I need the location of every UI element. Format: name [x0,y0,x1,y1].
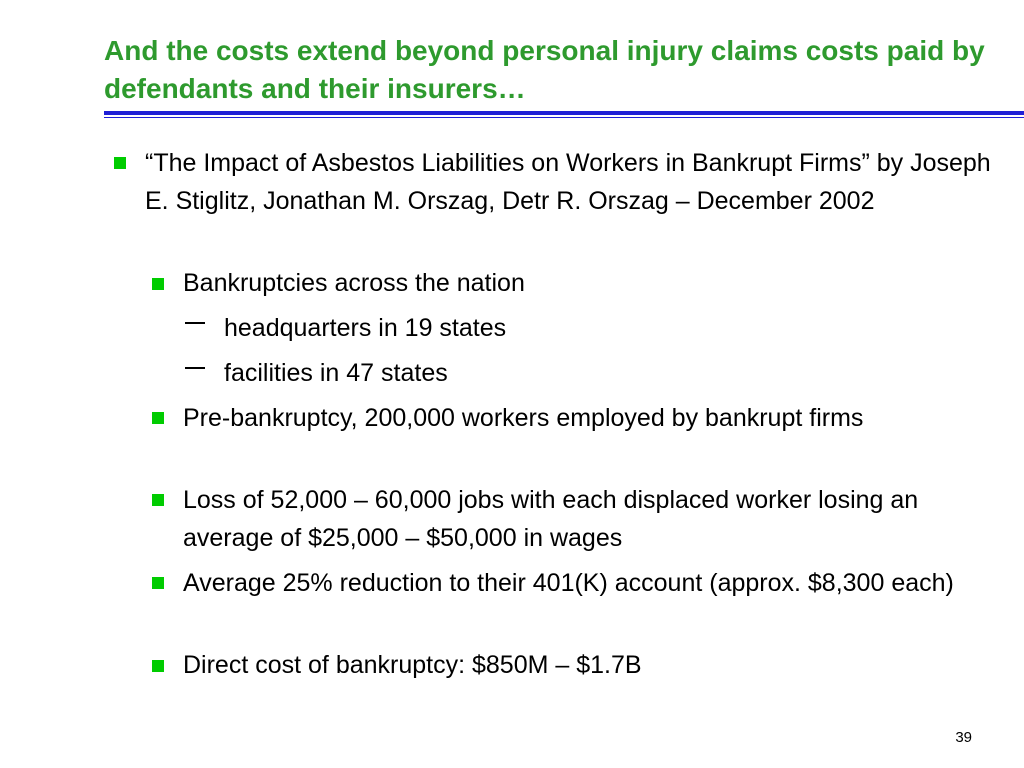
bullet-source-citation: “The Impact of Asbestos Liabilities on Workers in Bankrupt Firms” by Joseph E. Stiglitz, Jonathan M. Orszag, Detr R. Orszag – December 2002 [145,149,991,215]
bullet-job-loss: Loss of 52,000 – 60,000 jobs with each displaced worker losing an average of $25,000 – $50,000 in wages [183,486,919,552]
bullet-facilities: facilities in 47 states [224,359,448,387]
dash-bullet-icon [185,367,205,369]
bullet-pre-bankruptcy: Pre-bankruptcy, 200,000 workers employed by bankrupt firms [183,404,864,432]
square-bullet-icon [152,660,164,672]
bullet-401k: Average 25% reduction to their 401(K) account (approx. $8,300 each) [183,569,954,597]
square-bullet-icon [152,412,164,424]
square-bullet-icon [152,494,164,506]
slide-title: And the costs extend beyond personal injury claims costs paid by defendants and their insurers… [104,35,985,104]
square-bullet-icon [152,577,164,589]
bullet-bankruptcies: Bankruptcies across the nation [183,269,525,297]
square-bullet-icon [114,157,126,169]
page-number: 39 [955,729,972,746]
bullet-headquarters: headquarters in 19 states [224,314,507,342]
square-bullet-icon [152,278,164,290]
dash-bullet-icon [185,322,205,324]
bullet-direct-cost: Direct cost of bankruptcy: $850M – $1.7B [183,651,642,679]
